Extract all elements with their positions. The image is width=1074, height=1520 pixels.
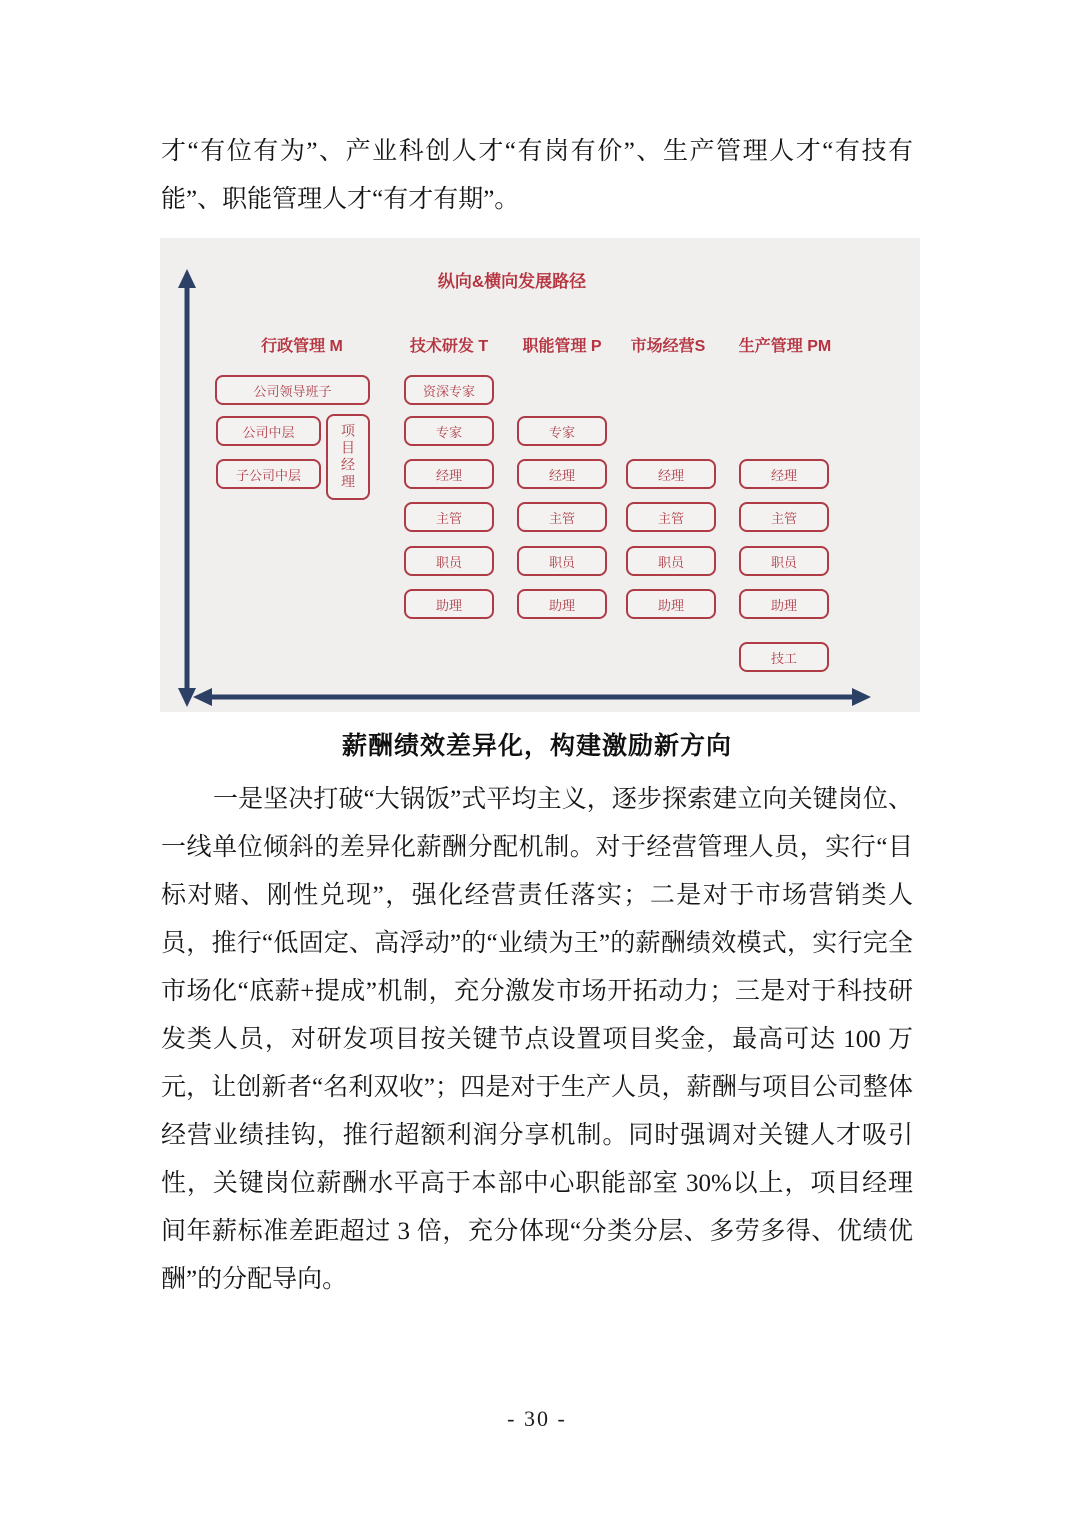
box-function-supervisor: 主管 [517,502,607,532]
box-company-leadership: 公司领导班子 [215,375,370,405]
box-function-assistant: 助理 [517,589,607,619]
box-project-manager: 项目经理 [326,414,370,500]
box-production-supervisor: 主管 [739,502,829,532]
box-function-expert: 专家 [517,416,607,446]
box-tech-staff: 职员 [404,546,494,576]
column-header-tech: 技术研发 T [409,338,489,355]
column-header-production: 生产管理 PM [738,338,832,355]
box-tech-expert: 专家 [404,416,494,446]
box-tech-senior-expert: 资深专家 [404,375,494,405]
box-tech-assistant: 助理 [404,589,494,619]
box-function-manager: 经理 [517,459,607,489]
box-market-assistant: 助理 [626,589,716,619]
box-market-manager: 经理 [626,459,716,489]
box-production-assistant: 助理 [739,589,829,619]
column-header-market: 市场经营S [630,338,706,355]
box-market-staff: 职员 [626,546,716,576]
page-number: - 30 - [507,1406,567,1431]
column-header-admin: 行政管理 M [261,338,343,355]
body-paragraph: 一是坚决打破“大锅饭”式平均主义，逐步探索建立向关键岗位、一线单位倾斜的差异化薪酬分配机制。对于经营管理人员，实行“目标对赌、刚性兑现”，强化经营责任落实；二是对于市场营销类人员，推行“低固定、高浮动”的“业绩为王”的薪酬绩效模式，实行完全市场化“底薪+提成”机制，充分激发市场开拓动力；三是对于科技研发类人员，对研发项目按关键节点设置项目奖金，最高可达 100 万元，让创新者“名利双收”；四是对于生产人员，薪酬与项目公司整体经营业绩挂钩，推行超额利润分享机制。同时强调对关键人才吸引性，关键岗位薪酬水平高于本部中心职能部室 30%以上，项目经理间年薪标准差距超过 3 倍，充分体现“分类分层、多劳多得、优绩优酬”的分配导向。 [161,786,913,1293]
section-heading: 薪酬绩效差异化，构建激励新方向 [341,733,732,760]
box-production-staff: 职员 [739,546,829,576]
vertical-axis-arrow-icon [178,269,196,707]
intro-paragraph: 才“有位有为”、产业科创人才“有岗有价”、生产管理人才“有技有能”、职能管理人才“有才有期”。 [161,138,913,213]
box-production-manager: 经理 [739,459,829,489]
box-subsidiary-middle: 子公司中层 [216,459,321,489]
horizontal-axis-arrow-icon [193,688,871,706]
box-production-technician: 技工 [739,642,829,672]
career-path-diagram [160,238,920,712]
box-company-middle: 公司中层 [216,416,321,446]
box-tech-manager: 经理 [404,459,494,489]
column-header-function: 职能管理 P [522,338,602,355]
box-tech-supervisor: 主管 [404,502,494,532]
diagram-title: 纵向&横向发展路径 [437,272,587,291]
box-market-supervisor: 主管 [626,502,716,532]
box-function-staff: 职员 [517,546,607,576]
